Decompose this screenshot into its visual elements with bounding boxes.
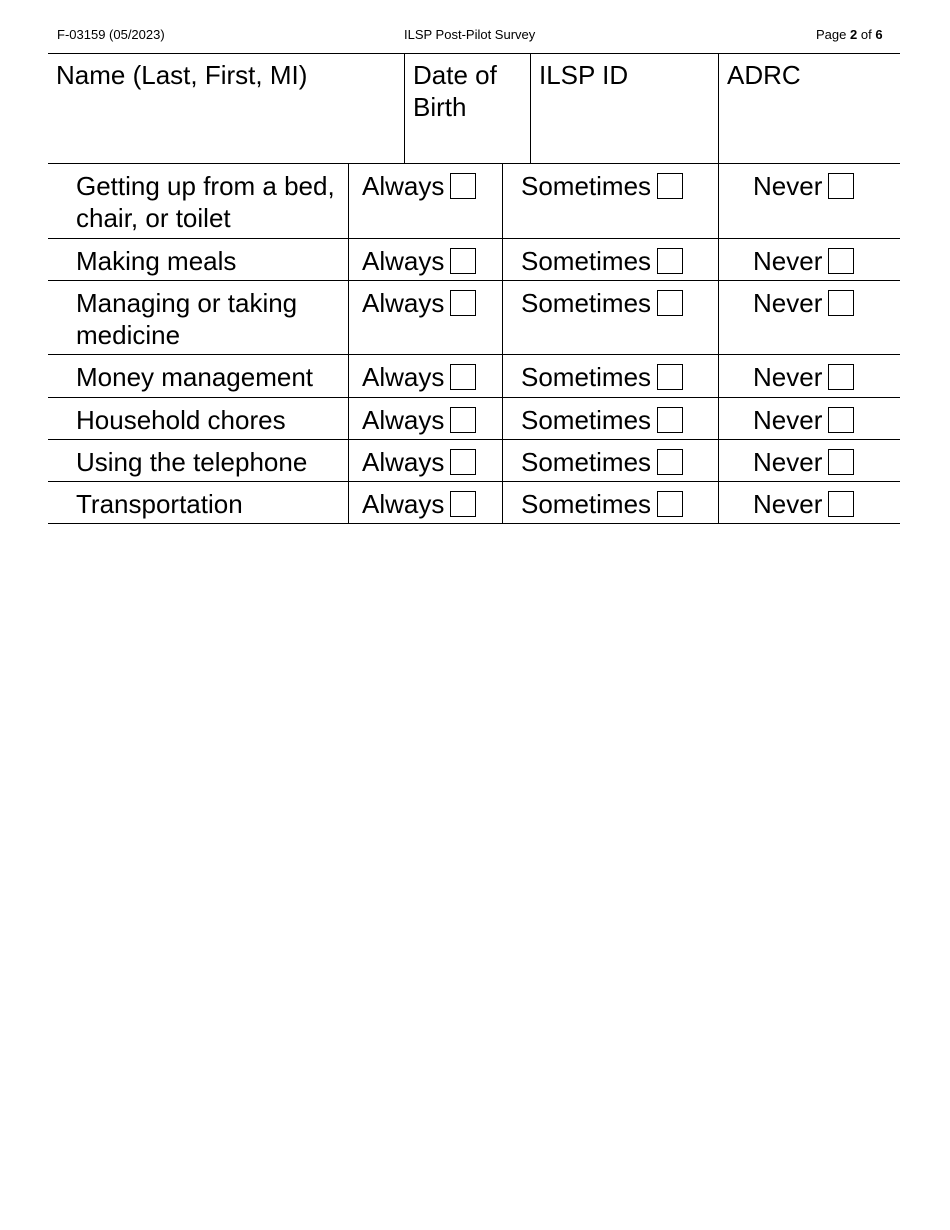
sometimes-checkbox[interactable] [657, 364, 683, 390]
form-title: ILSP Post-Pilot Survey [404, 27, 536, 42]
table-row [48, 239, 900, 281]
never-option [718, 398, 900, 439]
name-field[interactable] [48, 54, 404, 164]
never-option [718, 281, 900, 354]
identification-table [48, 53, 900, 164]
always-option [348, 355, 502, 397]
name-label: Name (Last, First, MI) [56, 60, 308, 90]
task-label: Managing or taking medicine [76, 288, 298, 350]
sometimes-label: Sometimes [521, 171, 652, 201]
never-checkbox[interactable] [828, 173, 854, 199]
table-row [48, 164, 900, 239]
never-option [718, 164, 900, 238]
always-label: Always [362, 489, 445, 519]
sometimes-label: Sometimes [521, 405, 652, 435]
sometimes-checkbox[interactable] [657, 248, 683, 274]
sometimes-checkbox[interactable] [657, 290, 683, 316]
form-number: F-03159 (05/2023) [57, 27, 165, 42]
task-table [48, 164, 900, 524]
sometimes-option [502, 281, 718, 354]
always-checkbox[interactable] [450, 449, 476, 475]
task-label: Money management [76, 362, 314, 392]
page-label: Page [816, 27, 847, 42]
never-option [718, 482, 900, 523]
sometimes-label: Sometimes [521, 447, 652, 477]
always-checkbox[interactable] [450, 290, 476, 316]
always-option [348, 440, 502, 481]
never-label: Never [753, 246, 823, 276]
never-checkbox[interactable] [828, 407, 854, 433]
never-label: Never [753, 362, 823, 392]
always-checkbox[interactable] [450, 173, 476, 199]
sometimes-option [502, 355, 718, 397]
never-option [718, 355, 900, 397]
sometimes-option [502, 398, 718, 439]
ilsp-id-field[interactable] [530, 54, 718, 164]
never-label: Never [753, 405, 823, 435]
dob-field[interactable] [404, 54, 530, 164]
adrc-field[interactable] [718, 54, 900, 164]
page-total: 6 [875, 27, 883, 42]
never-label: Never [753, 288, 823, 318]
never-label: Never [753, 489, 823, 519]
sometimes-checkbox[interactable] [657, 173, 683, 199]
always-label: Always [362, 362, 445, 392]
table-row [48, 281, 900, 355]
never-checkbox[interactable] [828, 449, 854, 475]
never-checkbox[interactable] [828, 290, 854, 316]
adrc-label: ADRC [727, 60, 801, 90]
always-option [348, 239, 502, 280]
sometimes-option [502, 482, 718, 523]
table-row [48, 355, 900, 398]
task-label: Getting up from a bed, chair, or toilet [76, 171, 335, 233]
always-option [348, 164, 502, 238]
page-indicator [816, 27, 883, 43]
sometimes-label: Sometimes [521, 489, 652, 519]
never-checkbox[interactable] [828, 248, 854, 274]
always-option [348, 281, 502, 354]
always-checkbox[interactable] [450, 248, 476, 274]
always-label: Always [362, 246, 445, 276]
always-label: Always [362, 447, 445, 477]
sometimes-checkbox[interactable] [657, 491, 683, 517]
never-label: Never [753, 171, 823, 201]
ilsp-id-label: ILSP ID [539, 60, 629, 90]
page-current: 2 [850, 27, 858, 42]
task-label: Making meals [76, 246, 237, 276]
page-of: of [860, 27, 872, 42]
task-label: Using the telephone [76, 447, 308, 477]
sometimes-label: Sometimes [521, 246, 652, 276]
never-option [718, 440, 900, 481]
sometimes-checkbox[interactable] [657, 449, 683, 475]
never-checkbox[interactable] [828, 491, 854, 517]
always-checkbox[interactable] [450, 407, 476, 433]
task-label: Transportation [76, 489, 243, 519]
always-label: Always [362, 405, 445, 435]
sometimes-option [502, 164, 718, 238]
always-option [348, 482, 502, 523]
sometimes-label: Sometimes [521, 288, 652, 318]
dob-label: Date of Birth [413, 60, 497, 122]
never-option [718, 239, 900, 280]
table-row [48, 482, 900, 524]
sometimes-checkbox[interactable] [657, 407, 683, 433]
task-label: Household chores [76, 405, 286, 435]
always-checkbox[interactable] [450, 364, 476, 390]
sometimes-option [502, 239, 718, 280]
never-label: Never [753, 447, 823, 477]
sometimes-option [502, 440, 718, 481]
sometimes-label: Sometimes [521, 362, 652, 392]
always-option [348, 398, 502, 439]
never-checkbox[interactable] [828, 364, 854, 390]
always-label: Always [362, 171, 445, 201]
always-label: Always [362, 288, 445, 318]
table-row [48, 398, 900, 440]
always-checkbox[interactable] [450, 491, 476, 517]
table-row [48, 440, 900, 482]
